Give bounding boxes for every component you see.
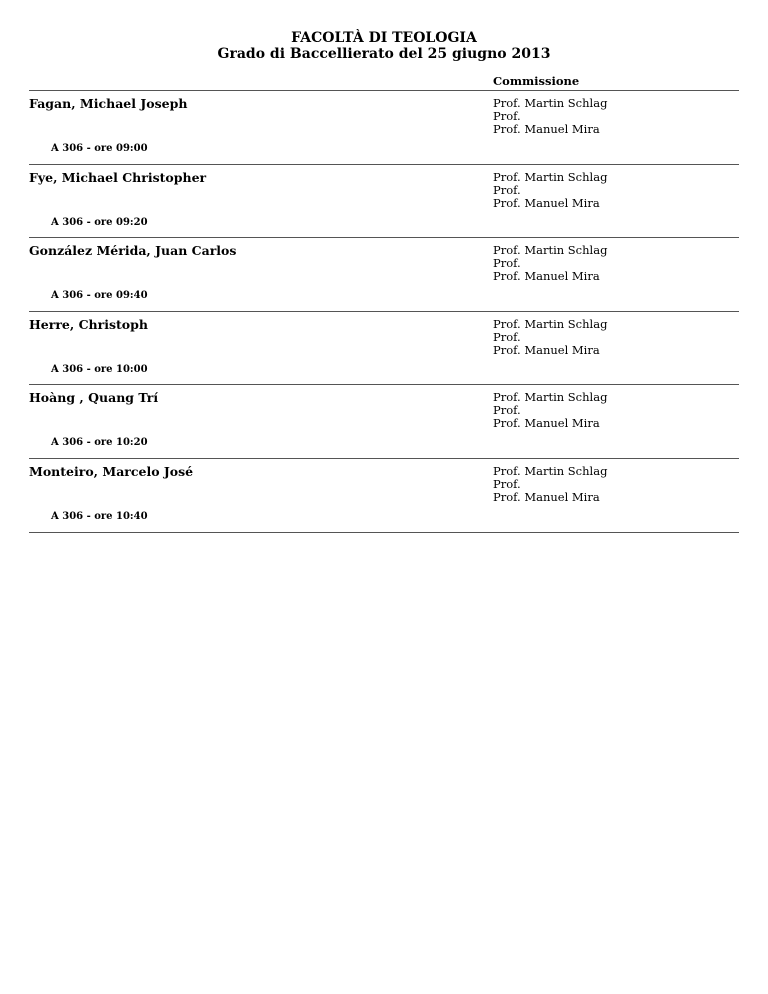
commission-member: Prof. [493, 109, 521, 123]
page-title: FACOLTÀ DI TEOLOGIA [291, 30, 477, 46]
candidate-name: Hoàng , Quang Trí [29, 390, 159, 406]
room-time: A 306 - ore 09:20 [51, 216, 148, 228]
commission-members [493, 318, 607, 357]
commission-member: Prof. Manuel Mira [493, 416, 600, 431]
candidate-name: González Mérida, Juan Carlos [29, 243, 237, 259]
candidate-name: Monteiro, Marcelo José [29, 463, 194, 479]
page-subtitle: Grado di Baccellierato del 25 giugno 2013 [217, 46, 551, 62]
commission-members [493, 465, 607, 504]
commission-member: Prof. [493, 182, 521, 197]
commission-member: Prof. Martin Schlag [493, 169, 608, 184]
commission-column-header: Commissione [493, 74, 580, 88]
commission-member: Prof. [493, 476, 521, 491]
candidate-entry [29, 165, 739, 239]
candidate-name: Fye, Michael Christopher [29, 169, 207, 185]
candidate-list [29, 91, 739, 533]
room-time: A 306 - ore 10:40 [51, 510, 148, 522]
room-time: A 306 - ore 10:20 [51, 437, 148, 449]
candidate-name: Herre, Christoph [29, 316, 148, 332]
candidate-entry [29, 459, 739, 533]
commission-member: Prof. Martin Schlag [493, 96, 608, 110]
room-time: A 306 - ore 10:00 [51, 363, 148, 375]
page-header [0, 30, 768, 62]
commission-member: Prof. Martin Schlag [493, 390, 608, 405]
commission-member: Prof. [493, 403, 521, 418]
commission-members [493, 97, 607, 136]
commission-member: Prof. Manuel Mira [493, 269, 600, 284]
commission-members [493, 244, 607, 283]
commission-member: Prof. [493, 329, 521, 344]
commission-member: Prof. Manuel Mira [493, 122, 600, 136]
commission-member: Prof. [493, 256, 521, 271]
commission-member: Prof. Martin Schlag [493, 316, 608, 331]
commission-members [493, 391, 607, 430]
commission-member: Prof. Martin Schlag [493, 463, 608, 478]
room-time: A 306 - ore 09:00 [51, 143, 148, 154]
candidate-entry [29, 312, 739, 386]
candidate-entry [29, 91, 739, 165]
room-time: A 306 - ore 09:40 [51, 290, 148, 302]
commission-members [493, 171, 607, 210]
commission-member: Prof. Manuel Mira [493, 489, 600, 504]
candidate-name: Fagan, Michael Joseph [29, 96, 188, 111]
commission-member: Prof. Manuel Mira [493, 342, 600, 357]
commission-member: Prof. Martin Schlag [493, 243, 608, 258]
candidate-entry [29, 238, 739, 312]
candidate-entry [29, 385, 739, 459]
commission-member: Prof. Manuel Mira [493, 195, 600, 210]
